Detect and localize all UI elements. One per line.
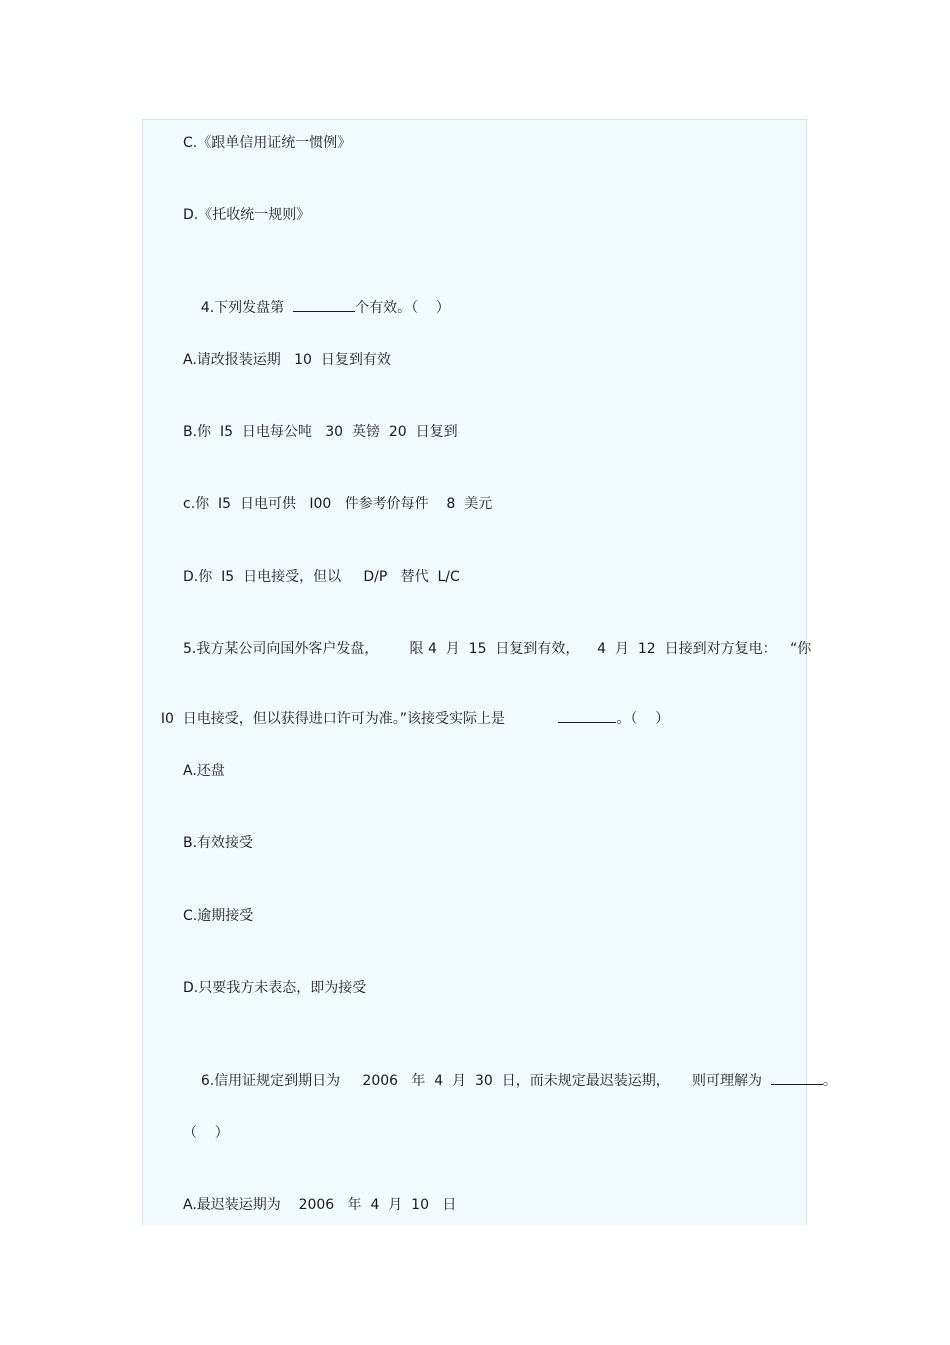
q6-option-a: A.最迟装运期为 2006 年 4 月 10 日 (183, 1197, 457, 1213)
question-4-tail: 个有效。（ ） (355, 300, 450, 316)
q4-option-c: c.你 I5 日电可供 I00 件参考价每件 8 美元 (183, 496, 493, 512)
question-6 (183, 1052, 837, 1108)
question-6-text: 6.信用证规定到期日为 2006 年 4 月 30 日，而未规定最迟装运期， 则可理解为 (200, 1073, 771, 1089)
q5-option-c: C.逾期接受 (183, 908, 254, 924)
question-5-line-1: 5.我方某公司向国外客户发盘， 限 4 月 15 日复到有效， 4 月 12 日接到对方复电： “你 (183, 641, 812, 657)
question-6-tail: 。 (822, 1073, 837, 1089)
q5-option-b: B.有效接受 (183, 835, 254, 851)
q5-option-a: A.还盘 (183, 763, 225, 779)
question-5-text: I0 日电接受，但以获得进口许可为准。”该接受实际上是 (160, 711, 559, 727)
question-5-tail: 。（ ） (616, 711, 670, 727)
option-d-urc: D.《托收统一规则》 (183, 207, 311, 223)
question-4-text: 4.下列发盘第 (200, 300, 294, 316)
question-4 (183, 279, 450, 335)
question-6-parentheses: （ ） (183, 1125, 229, 1141)
q4-option-b: B.你 I5 日电每公吨 30 英镑 20 日复到 (183, 424, 458, 440)
q5-option-d: D.只要我方未表态，即为接受 (183, 980, 367, 996)
answer-blank (293, 297, 355, 312)
question-5-line-2 (143, 690, 669, 746)
answer-blank (558, 708, 616, 723)
document-page (142, 119, 837, 1225)
answer-blank (771, 1070, 823, 1085)
q4-option-d: D.你 I5 日电接受，但以 D/P 替代 L/C (183, 569, 460, 585)
q4-option-a: A.请改报装运期 10 日复到有效 (183, 352, 391, 368)
option-c-ucp: C.《跟单信用证统一惯例》 (183, 135, 352, 151)
